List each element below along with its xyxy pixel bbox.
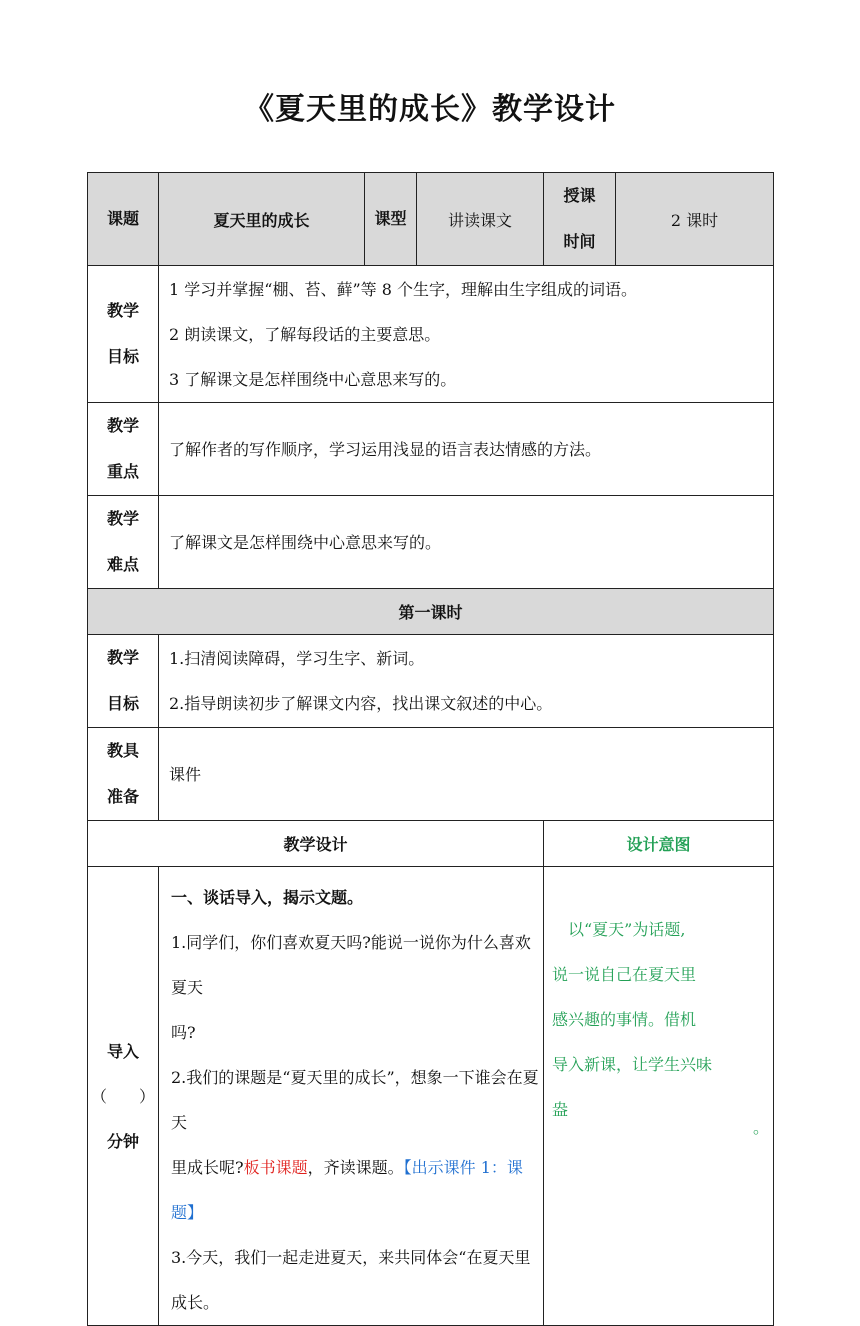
intro-label-line1: 导入 [106, 1041, 139, 1061]
lesson1-heading-row [88, 589, 774, 635]
intro-line-text: 里成长呢? [171, 1158, 244, 1177]
goals-label [88, 266, 159, 403]
key-points-label [88, 403, 159, 496]
intent-line: 以“夏天”为话题, [552, 920, 686, 939]
intro-line: 3.今天，我们一起走进夏天，来共同体会“在夏天里成长。 [171, 1248, 531, 1312]
hours-value: 2 课时 [616, 173, 774, 266]
intent-line: 导入新课，让学生兴味 [552, 1055, 713, 1074]
difficulties-row [88, 496, 774, 589]
intro-section-title: 一、谈话导入，揭示文题。 [171, 888, 364, 907]
type-value: 讲读课文 [417, 173, 544, 266]
intro-line [171, 1145, 539, 1235]
lesson1-goals-row [88, 635, 774, 728]
page-title: 《夏天里的成长》教学设计 [244, 92, 616, 127]
key-points-label-line2: 重点 [106, 462, 139, 481]
goals-content [159, 266, 774, 403]
lesson1-tools-label-line1: 教具 [106, 741, 139, 760]
header-row [88, 173, 774, 266]
courseware-note: 【出示课件 1：课题】 [171, 1158, 523, 1222]
difficulties-label [88, 496, 159, 589]
intent-line: 感兴趣的事情。借机 [552, 1010, 697, 1029]
board-note: 板书课题 [243, 1158, 308, 1177]
hours-label-line2: 时间 [563, 232, 596, 251]
lesson1-heading: 第一课时 [88, 589, 774, 635]
intro-line: 2.我们的课题是“夏天里的成长”，想象一下谁会在夏天 [171, 1068, 539, 1132]
lesson1-tools-label [88, 728, 159, 821]
intent-line: 盎 [552, 1100, 569, 1119]
goals-label-line1: 教学 [106, 301, 139, 320]
topic-label: 课题 [88, 173, 159, 266]
intro-line-text: ，齐读课题。 [307, 1158, 404, 1177]
lesson1-goals-content [159, 635, 774, 728]
topic-value: 夏天里的成长 [159, 173, 365, 266]
type-label: 课型 [365, 173, 417, 266]
lesson1-goal-item: 2.指导朗读初步了解课文内容，找出课文叙述的中心。 [169, 694, 553, 713]
goal-item: 2 朗读课文，了解每段话的主要意思。 [169, 324, 441, 344]
lesson1-goals-label-line2: 目标 [106, 694, 139, 713]
intent-line: 说一说自己在夏天里 [552, 965, 697, 984]
key-points-row [88, 403, 774, 496]
design-header-row [88, 821, 774, 867]
intent-line: 。 [752, 1118, 769, 1137]
goal-item: 1 学习并掌握“棚、苔、藓”等 8 个生字，理解由生字组成的词语。 [169, 279, 637, 299]
hours-label-line1: 授课 [563, 186, 596, 205]
lesson1-tools-label-line2: 准备 [106, 787, 139, 806]
design-header-left: 教学设计 [88, 821, 544, 867]
difficulties-label-line2: 难点 [106, 555, 139, 574]
goal-item: 3 了解课文是怎样围绕中心意思来写的。 [169, 369, 457, 389]
lesson1-goals-label [88, 635, 159, 728]
difficulties-label-line1: 教学 [106, 509, 139, 528]
key-points-label-line1: 教学 [106, 416, 139, 435]
goals-label-line2: 目标 [106, 347, 139, 366]
intro-label [88, 867, 159, 1326]
lesson1-tools-text: 课件 [159, 728, 774, 821]
intro-label-line2: （ ） [90, 1086, 155, 1106]
intro-intent [544, 867, 774, 1326]
intro-design [159, 867, 544, 1326]
design-header-right: 设计意图 [544, 821, 774, 867]
intro-line: 吗? [171, 1023, 196, 1042]
lesson1-tools-row [88, 728, 774, 821]
intro-row [88, 867, 774, 1326]
difficulties-text: 了解课文是怎样围绕中心意思来写的。 [159, 496, 774, 589]
lesson1-goals-label-line1: 教学 [106, 648, 139, 667]
lesson1-goal-item: 1.扫清阅读障碍，学习生字、新词。 [169, 649, 425, 668]
intro-line: 1.同学们，你们喜欢夏天吗?能说一说你为什么喜欢夏天 [171, 933, 531, 997]
goals-row [88, 266, 774, 403]
intro-label-line3: 分钟 [106, 1131, 139, 1151]
key-points-text: 了解作者的写作顺序，学习运用浅显的语言表达情感的方法。 [159, 403, 774, 496]
lesson-plan-table [87, 172, 774, 1326]
hours-label [544, 173, 616, 266]
